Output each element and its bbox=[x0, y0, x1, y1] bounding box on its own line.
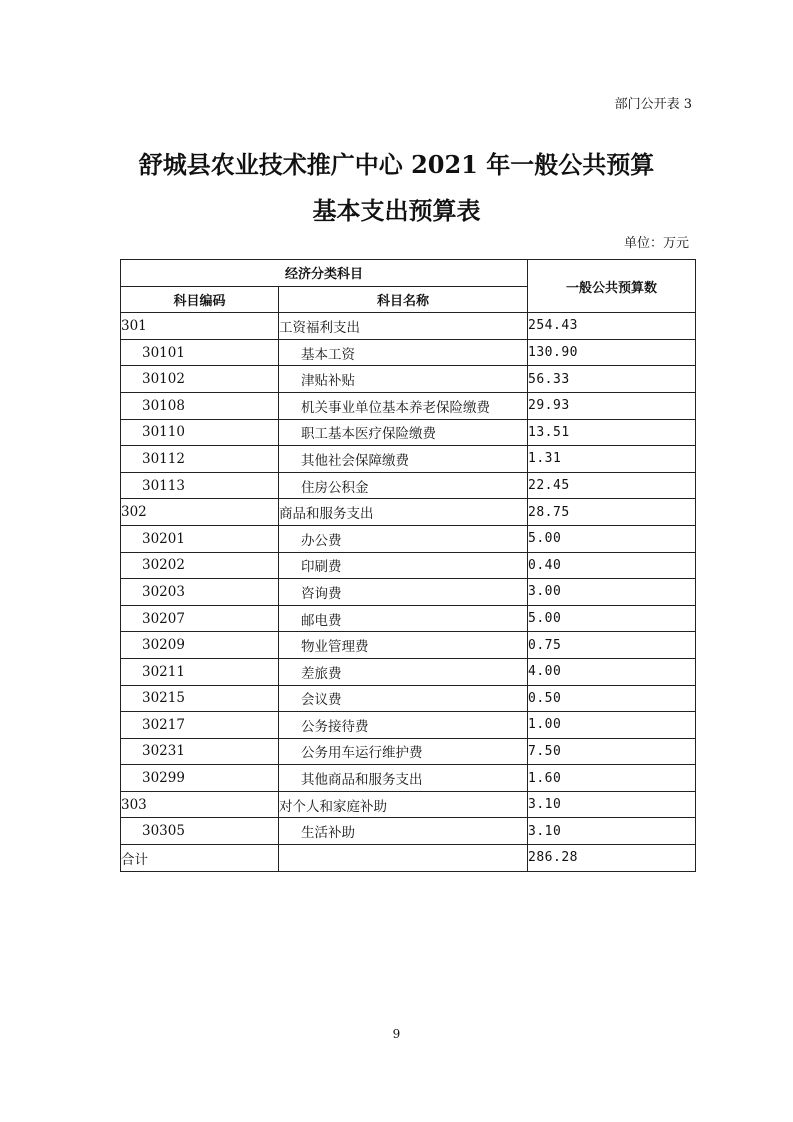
row-code: 30113 bbox=[121, 472, 279, 499]
row-amount: 56.33 bbox=[528, 366, 696, 393]
table-row bbox=[121, 658, 696, 685]
row-name: 其他社会保障缴费 bbox=[279, 446, 528, 473]
row-amount: 0.40 bbox=[528, 552, 696, 579]
row-name: 机关事业单位基本养老保险缴费 bbox=[279, 392, 528, 419]
table-body bbox=[121, 313, 696, 845]
page-tag: 部门公开表 3 bbox=[614, 97, 692, 112]
row-amount: 254.43 bbox=[528, 313, 696, 340]
row-name: 其他商品和服务支出 bbox=[279, 765, 528, 792]
row-amount: 130.90 bbox=[528, 339, 696, 366]
row-code: 30305 bbox=[121, 818, 279, 845]
table-row bbox=[121, 685, 696, 712]
row-code: 30231 bbox=[121, 738, 279, 765]
page-number: 9 bbox=[392, 1027, 401, 1041]
row-code: 30211 bbox=[121, 658, 279, 685]
row-code: 30102 bbox=[121, 366, 279, 393]
row-name: 物业管理费 bbox=[279, 632, 528, 659]
table-row bbox=[121, 818, 696, 845]
row-name: 生活补助 bbox=[279, 818, 528, 845]
row-amount: 0.50 bbox=[528, 685, 696, 712]
table-row bbox=[121, 552, 696, 579]
table-row bbox=[121, 765, 696, 792]
row-amount: 13.51 bbox=[528, 419, 696, 446]
header-name: 科目名称 bbox=[279, 286, 528, 313]
table-row bbox=[121, 791, 696, 818]
page-subtitle: 基本支出预算表 bbox=[312, 196, 481, 225]
row-code: 30215 bbox=[121, 685, 279, 712]
row-name: 印刷费 bbox=[279, 552, 528, 579]
header-code: 科目编码 bbox=[121, 286, 279, 313]
table-row bbox=[121, 313, 696, 340]
row-name: 办公费 bbox=[279, 525, 528, 552]
row-amount: 3.10 bbox=[528, 791, 696, 818]
table-row bbox=[121, 579, 696, 606]
table-row bbox=[121, 419, 696, 446]
row-name: 公务用车运行维护费 bbox=[279, 738, 528, 765]
row-code: 30101 bbox=[121, 339, 279, 366]
table-row bbox=[121, 712, 696, 739]
table-row bbox=[121, 472, 696, 499]
row-code: 30299 bbox=[121, 765, 279, 792]
row-code: 302 bbox=[121, 499, 279, 526]
row-code: 30202 bbox=[121, 552, 279, 579]
table-row bbox=[121, 446, 696, 473]
total-row bbox=[121, 845, 696, 872]
row-amount: 28.75 bbox=[528, 499, 696, 526]
header-amount: 一般公共预算数 bbox=[528, 260, 696, 313]
row-amount: 4.00 bbox=[528, 658, 696, 685]
row-code: 30110 bbox=[121, 419, 279, 446]
row-code: 30112 bbox=[121, 446, 279, 473]
row-name: 对个人和家庭补助 bbox=[279, 791, 528, 818]
row-code: 30209 bbox=[121, 632, 279, 659]
table-row bbox=[121, 499, 696, 526]
table-row bbox=[121, 339, 696, 366]
page-title: 舒城县农业技术推广中心 2021 年一般公共预算 bbox=[138, 150, 655, 179]
row-name: 职工基本医疗保险缴费 bbox=[279, 419, 528, 446]
row-code: 301 bbox=[121, 313, 279, 340]
row-amount: 5.00 bbox=[528, 525, 696, 552]
budget-table bbox=[120, 259, 696, 872]
table-row bbox=[121, 392, 696, 419]
row-name: 商品和服务支出 bbox=[279, 499, 528, 526]
row-code: 30217 bbox=[121, 712, 279, 739]
row-name: 公务接待费 bbox=[279, 712, 528, 739]
row-code: 303 bbox=[121, 791, 279, 818]
row-name: 咨询费 bbox=[279, 579, 528, 606]
row-amount: 3.00 bbox=[528, 579, 696, 606]
row-amount: 0.75 bbox=[528, 632, 696, 659]
total-label: 合计 bbox=[121, 845, 279, 872]
table-row bbox=[121, 525, 696, 552]
row-amount: 1.31 bbox=[528, 446, 696, 473]
row-amount: 5.00 bbox=[528, 605, 696, 632]
header-economic-category: 经济分类科目 bbox=[121, 260, 528, 287]
row-code: 30201 bbox=[121, 525, 279, 552]
row-amount: 3.10 bbox=[528, 818, 696, 845]
row-name: 邮电费 bbox=[279, 605, 528, 632]
row-code: 30108 bbox=[121, 392, 279, 419]
total-amount: 286.28 bbox=[528, 845, 696, 872]
row-amount: 22.45 bbox=[528, 472, 696, 499]
row-name: 津贴补贴 bbox=[279, 366, 528, 393]
row-amount: 1.00 bbox=[528, 712, 696, 739]
row-amount: 29.93 bbox=[528, 392, 696, 419]
table-row bbox=[121, 366, 696, 393]
row-code: 30203 bbox=[121, 579, 279, 606]
row-amount: 7.50 bbox=[528, 738, 696, 765]
row-amount: 1.60 bbox=[528, 765, 696, 792]
row-name: 工资福利支出 bbox=[279, 313, 528, 340]
table-row bbox=[121, 632, 696, 659]
unit-label: 单位：万元 bbox=[623, 236, 689, 251]
total-name bbox=[279, 845, 528, 872]
row-code: 30207 bbox=[121, 605, 279, 632]
row-name: 差旅费 bbox=[279, 658, 528, 685]
row-name: 住房公积金 bbox=[279, 472, 528, 499]
row-name: 会议费 bbox=[279, 685, 528, 712]
row-name: 基本工资 bbox=[279, 339, 528, 366]
table-row bbox=[121, 738, 696, 765]
table-row bbox=[121, 605, 696, 632]
